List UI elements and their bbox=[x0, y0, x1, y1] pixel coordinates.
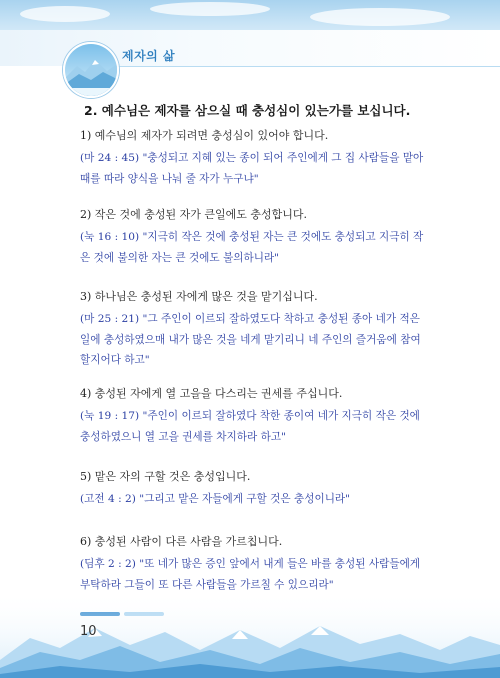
page-number: 10 bbox=[80, 624, 97, 639]
point-statement: 5) 맡은 자의 구할 것은 충성입니다. bbox=[80, 470, 251, 483]
point-4 bbox=[80, 386, 425, 447]
point-statement: 1) 예수님의 제자가 되려면 충성심이 있어야 합니다. bbox=[80, 129, 329, 142]
point-1 bbox=[80, 128, 425, 189]
mountain-footer-illustration bbox=[0, 590, 500, 678]
scripture-verse: (마 25 : 21) "그 주인이 이르되 잘하였도다 착하고 충성된 종아 네가 적은 일에 충성하였으매 내가 많은 것을 네게 맡기리니 네 주인의 즐거움에 참여할지어다 하고" bbox=[80, 313, 421, 366]
point-5 bbox=[80, 469, 425, 510]
header-landscape-medallion bbox=[63, 42, 119, 98]
scripture-verse: (마 24 : 45) "충성되고 지혜 있는 종이 되어 주인에게 그 집 사람들을 맡아 때를 따라 양식을 나눠 줄 자가 누구냐" bbox=[80, 152, 424, 185]
point-statement: 4) 충성된 자에게 열 고을을 다스리는 권세를 주십니다. bbox=[80, 387, 343, 400]
point-2 bbox=[80, 207, 425, 268]
section-heading: 2. 예수님은 제자를 삼으실 때 충성심이 있는가를 보십니다. bbox=[84, 103, 411, 118]
scripture-verse: (눅 19 : 17) "주인이 이르되 잘하였다 착한 종이여 네가 지극히 작은 것에 충성하였으니 열 고을 권세를 차지하라 하고" bbox=[80, 410, 420, 443]
scripture-verse: (고전 4 : 2) "그리고 맡은 자들에게 구할 것은 충성이니라" bbox=[80, 493, 351, 505]
scripture-verse: (눅 16 : 10) "지극히 작은 것에 충성된 자는 큰 것에도 충성되고 지극히 작은 것에 불의한 자는 큰 것에도 불의하니라" bbox=[80, 231, 424, 264]
point-statement: 3) 하나님은 충성된 자에게 많은 것을 맡기십니다. bbox=[80, 290, 318, 303]
point-6 bbox=[80, 534, 425, 595]
landscape-icon bbox=[65, 44, 117, 96]
header-divider bbox=[70, 66, 500, 67]
chapter-title: 제자의 삶 bbox=[122, 49, 176, 63]
point-statement: 2) 작은 것에 충성된 자가 큰일에도 충성합니다. bbox=[80, 208, 308, 221]
point-3 bbox=[80, 289, 425, 371]
scripture-verse: (딤후 2 : 2) "또 네가 많은 증인 앞에서 내게 들은 바를 충성된 사람들에게 부탁하라 그들이 또 다른 사람들을 가르칠 수 있으리라" bbox=[80, 558, 421, 591]
point-statement: 6) 충성된 사람이 다른 사람을 가르칩니다. bbox=[80, 535, 283, 548]
